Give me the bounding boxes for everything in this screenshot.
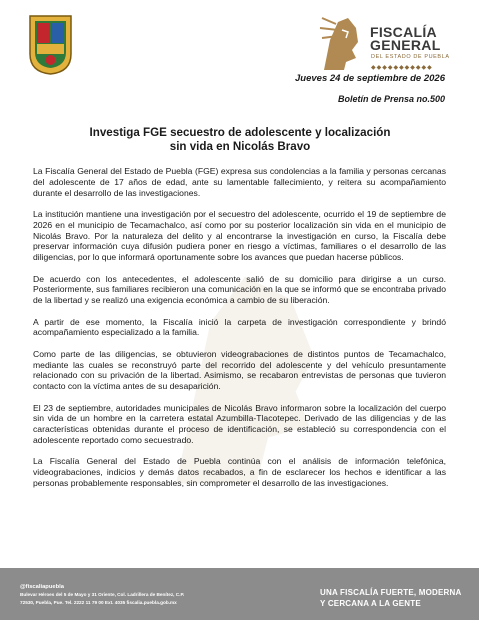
press-title-line2: sin vida en Nicolás Bravo xyxy=(169,139,311,153)
fge-emblem-icon xyxy=(316,10,364,74)
press-date: Jueves 24 de septiembre de 2026 xyxy=(295,73,445,84)
slogan-line2: Y CERCANA A LA GENTE xyxy=(320,599,421,608)
address-line2: 72530, Puebla, Pue. Tel. 2222 11 79 00 Ext. 4035 fiscalia.puebla.gob.mx xyxy=(20,600,177,605)
paragraph: De acuerdo con los antecedentes, el adolescente salió de su domicilio para dirigirse a un curso. Posteriormente, sus familiares recibieron una comunicación en la que se informó que se encontraba privado de la libertad y se realizó una exigencia económica a cambio de su liberación. xyxy=(33,273,446,306)
slogan-line1: UNA FISCALÍA FUERTE, MODERNA xyxy=(320,588,462,597)
page-footer xyxy=(0,568,479,620)
address-line1: Bulevar Héroes del 5 de Mayo y 31 Oriente, Col. Ladrillera de Benítez, C.P. xyxy=(20,592,185,597)
logo-dots-decoration: ◆◆◆◆◆◆◆◆◆◆◆ xyxy=(371,65,433,71)
paragraph: A partir de ese momento, la Fiscalía inició la carpeta de investigación correspondiente y brindó acompañamiento especializado a la familia. xyxy=(33,316,446,338)
paragraph: Como parte de las diligencias, se obtuvieron videograbaciones de distintos puntos de Tecamachalco, mediante las cuales se reconstruyó parte del recorrido del adolescente y del vehículo presuntamente relacionado con su privación de la libertad. Asimismo, se recabaron entrevistas de personas que tuvieron contacto con la víctima antes de su desaparición. xyxy=(33,348,446,392)
paragraph: La Fiscalía General del Estado de Puebla (FGE) expresa sus condolencias a la familia y personas cercanas del adolescente de 17 años de edad, ante su lamentable fallecimiento, y reitera su acompañamiento durante el desarrollo de las investigaciones. xyxy=(33,166,446,198)
press-body xyxy=(33,166,446,499)
press-title xyxy=(60,126,420,153)
logo-title-line1: FISCALÍA xyxy=(370,24,437,40)
logo-title-line2: GENERAL xyxy=(370,37,441,53)
logo-title xyxy=(370,26,441,52)
press-title-line1: Investiga FGE secuestro de adolescente y localización xyxy=(89,126,391,139)
fge-logo xyxy=(316,10,466,80)
paragraph: El 23 de septiembre, autoridades municipales de Nicolás Bravo informaron sobre la localización del cuerpo sin vida de un hombre en la carretera estatal Azumbilla-Tlacotepec. Derivado de las diligencias y de las características obtenidas durante el proceso de identificación, se estableció su correspondencia con el adolescente reportado como secuestrado. xyxy=(33,402,446,445)
paragraph: La institución mantiene una investigación por el secuestro del adolescente, ocurrido el 19 de septiembre de 2026 en el municipio de Tecamachalco, así como por su posterior localización sin vida en el municipio de Nicolás Bravo. Por la naturaleza del delito y al encontrarse la investigación en curso, la Fiscalía debe preservar información cuya difusión pudiera poner en riesgo a víctimas, familiares o el desarrollo de las diligencias, por lo que informará oportunamente sobre los avances que puedan hacerse públicos. xyxy=(33,208,446,263)
logo-subtitle: DEL ESTADO DE PUEBLA xyxy=(371,54,450,60)
paragraph: La Fiscalía General del Estado de Puebla continúa con el análisis de información telefónica, videograbaciones, indicios y demás datos recabados, a fin de esclarecer los hechos e identificar a las personas probablemente responsables, sin comprometer el desarrollo de las investigaciones. xyxy=(33,456,446,488)
puebla-state-shield-icon xyxy=(28,14,73,76)
bulletin-number: Boletín de Prensa no.500 xyxy=(337,94,445,104)
social-handle: @fiscaliapuebla xyxy=(20,584,64,590)
